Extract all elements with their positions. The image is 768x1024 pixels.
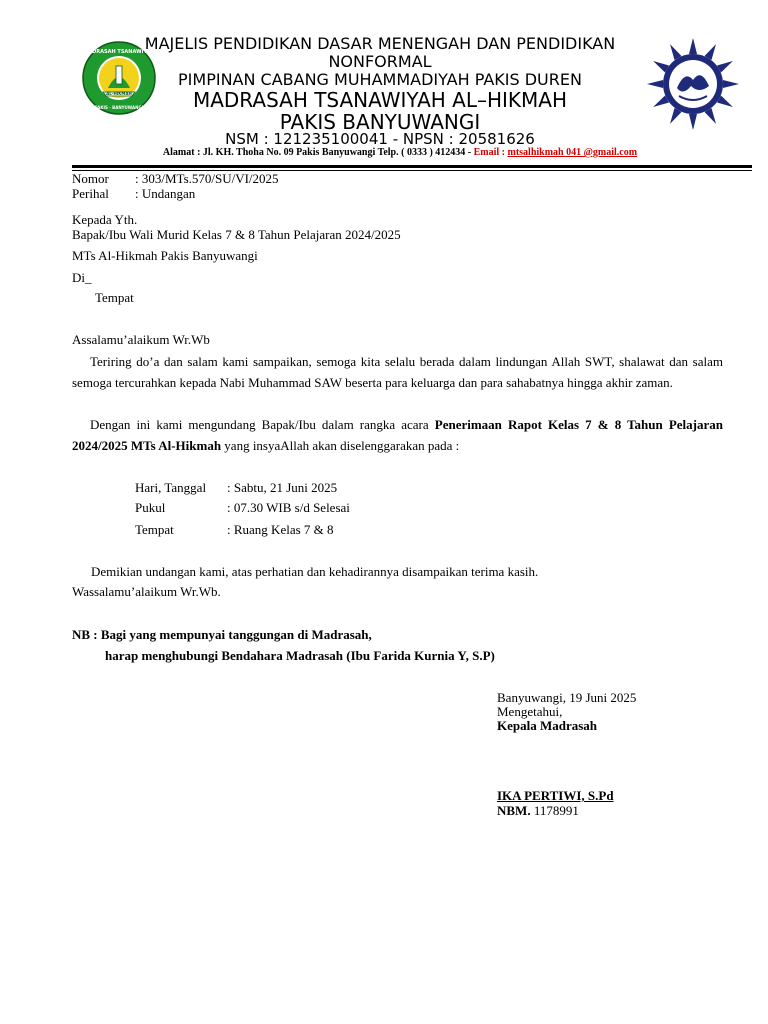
- recipient-di: Di_: [72, 270, 92, 285]
- detail-value-time: : 07.30 WIB s/d Selesai: [227, 500, 350, 515]
- svg-text:AL-HIKMAH: AL-HIKMAH: [106, 91, 132, 96]
- signature-place-date: Banyuwangi, 19 Juni 2025: [497, 690, 637, 705]
- recipient-salutation: Kepada Yth.: [72, 212, 138, 227]
- signature-name: IKA PERTIWI, S.Pd: [497, 788, 614, 803]
- closing-thanks: Demikian undangan kami, atas perhatian dan kehadirannya disampaikan terima kasih.: [91, 564, 539, 579]
- letterhead-school-location: PAKIS BANYUWANGI: [279, 110, 481, 134]
- letterhead-divider-thick: [72, 165, 752, 168]
- paragraph-opening-text: Teriring do’a dan salam kami sampaikan, semoga kita selalu berada dalam lindungan Allah SWT, shalawat dan salam semoga tercurahkan kepada Nabi Muhammad SAW beserta para keluarga dan para sahabatnya hingga akhir zaman.: [72, 354, 723, 390]
- recipient-school: MTs Al-Hikmah Pakis Banyuwangi: [72, 248, 258, 263]
- signature-acknowledge: Mengetahui,: [497, 704, 563, 719]
- letterhead-address: [60, 147, 740, 158]
- detail-label-time: Pukul: [135, 500, 166, 515]
- nbm-value: 1178991: [530, 803, 579, 818]
- perihal-value: : Undangan: [135, 186, 196, 201]
- detail-value-date: : Sabtu, 21 Juni 2025: [227, 480, 338, 495]
- closing-salam: Wassalamu’alaikum Wr.Wb.: [72, 584, 221, 599]
- svg-text:PAKIS · BANYUWANGI: PAKIS · BANYUWANGI: [94, 105, 144, 110]
- greeting: Assalamu’alaikum Wr.Wb: [72, 332, 210, 347]
- signature-position: Kepala Madrasah: [497, 718, 598, 733]
- email-link[interactable]: mtsalhikmah 041 @gmail.com: [507, 147, 638, 158]
- letterhead-line-nonformal: NONFORMAL: [328, 52, 432, 71]
- letterhead-school-name: MADRASAH TSANAWIYAH AL–HIKMAH: [192, 88, 568, 112]
- nbm-label: NBM.: [497, 803, 531, 818]
- invitation-text-a: Dengan ini kami mengundang Bapak/Ibu dalam rangka acara: [90, 417, 435, 432]
- paragraph-invitation: [72, 414, 723, 456]
- invitation-event-name: Penerimaan Rapot Kelas 7 & 8 Tahun Pelajaran 2024/2025 MTs Al-Hikmah: [72, 417, 723, 453]
- detail-value-place: : Ruang Kelas 7 & 8: [227, 522, 334, 537]
- muhammadiyah-sun-logo: [640, 36, 746, 132]
- nomor-value: : 303/MTs.570/SU/VI/2025: [135, 171, 279, 186]
- paragraph-opening: [72, 351, 723, 393]
- invitation-text-b: yang insyaAllah akan diselenggarakan pada :: [221, 438, 460, 453]
- nomor-label: Nomor: [72, 171, 109, 186]
- detail-label-place: Tempat: [135, 522, 174, 537]
- letterhead-line-pimpinan: PIMPINAN CABANG MUHAMMADIYAH PAKIS DUREN: [178, 70, 582, 89]
- recipient-tempat: Tempat: [95, 290, 134, 305]
- email-label: Email :: [473, 147, 505, 158]
- letterhead-nsm-npsn: NSM : 121235100041 - NPSN : 20581626: [225, 130, 535, 148]
- letterhead-line-majelis: MAJELIS PENDIDIKAN DASAR MENENGAH DAN PENDIDIKAN: [144, 34, 616, 53]
- address-text: Alamat : Jl. KH. Thoha No. 09 Pakis Banyuwangi Telp. ( 0333 ) 412434 -: [162, 147, 472, 158]
- nb-line-1: NB : Bagi yang mempunyai tanggungan di Madrasah,: [72, 627, 372, 642]
- perihal-label: Perihal: [72, 186, 109, 201]
- signature-nbm: [497, 803, 579, 819]
- detail-label-date: Hari, Tanggal: [135, 480, 207, 495]
- nb-line-2: harap menghubungi Bendahara Madrasah (Ibu Farida Kurnia Y, S.P): [105, 648, 495, 663]
- recipient-parents: Bapak/Ibu Wali Murid Kelas 7 & 8 Tahun Pelajaran 2024/2025: [72, 227, 401, 242]
- svg-text:MADRASAH TSANAWIYAH: MADRASAH TSANAWIYAH: [83, 49, 155, 55]
